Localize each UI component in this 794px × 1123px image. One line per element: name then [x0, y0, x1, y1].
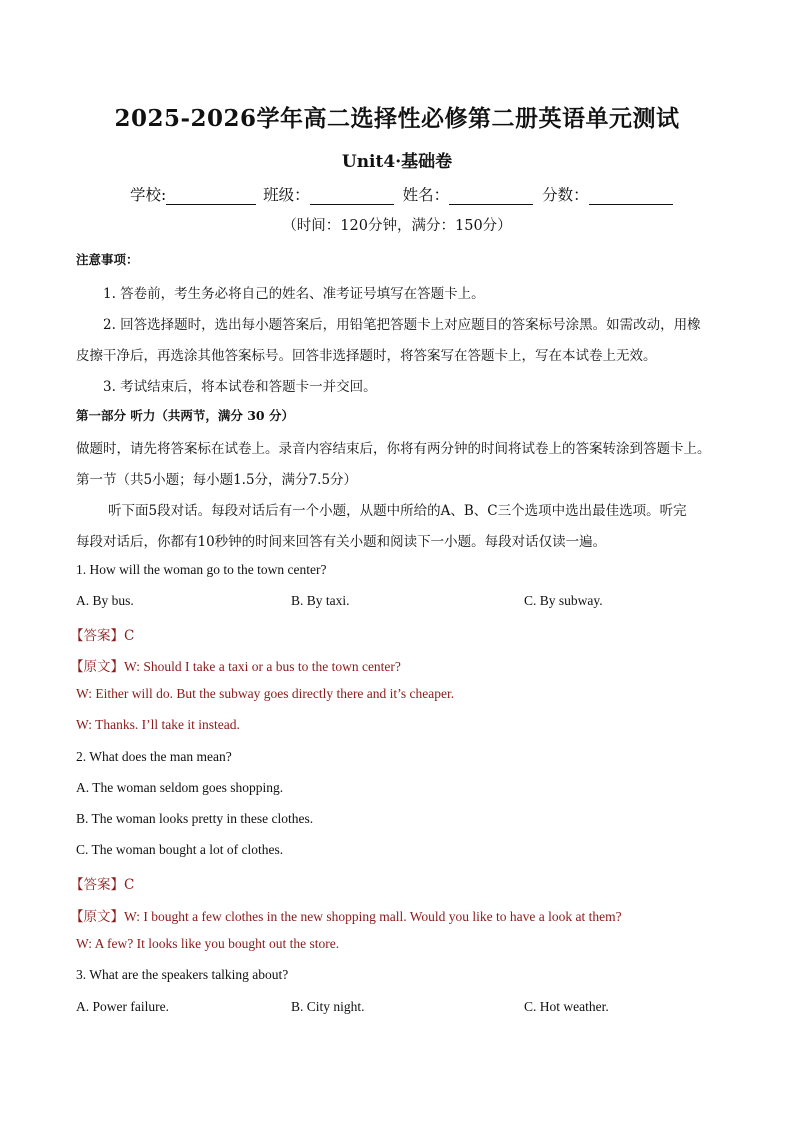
notice-item-2-line-1: 2. 回答选择题时，选出每小题答案后，用铅笔把答题卡上对应题目的答案标号涂黑。如需改动，用橡: [103, 317, 701, 333]
notice-heading: 注意事项：: [76, 252, 139, 267]
script-label: 【原文】: [70, 909, 124, 925]
question-2-option-c: C. The woman bought a lot of clothes.: [76, 842, 284, 857]
name-blank: [449, 186, 533, 205]
question-1-option-b: B. By taxi.: [291, 593, 350, 608]
page-subtitle: Unit4·基础卷: [341, 152, 453, 172]
class-blank: [310, 186, 394, 205]
question-2-script-line-1: [70, 905, 622, 925]
score-label: 分数：: [542, 186, 589, 204]
question-2-answer: 【答案】C: [70, 877, 135, 893]
question-2-option-b: B. The woman looks pretty in these clothes.: [76, 811, 314, 826]
section-1-heading: 第一部分 听力（共两节，满分 30 分）: [76, 408, 294, 423]
class-label: 班级：: [263, 186, 310, 204]
notice-item-2-line-2: 皮擦干净后，再选涂其他答案标号。回答非选择题时，将答案写在答题卡上，写在本试卷上无效。: [76, 348, 657, 364]
question-3-option-c: C. Hot weather.: [524, 999, 609, 1014]
exam-time-info: （时间：120分钟，满分：150分）: [282, 218, 512, 234]
name-label: 姓名：: [402, 186, 450, 204]
question-1-stem: 1. How will the woman go to the town center?: [76, 562, 327, 577]
script-text: W: Should I take a taxi or a bus to the town center?: [124, 659, 401, 674]
part-1-intro-line-2: 每段对话后，你都有10秒钟的时间来回答有关小题和阅读下一小题。每段对话仅读一遍。: [76, 534, 607, 550]
question-1-option-a: A. By bus.: [76, 593, 134, 608]
script-label: 【原文】: [70, 659, 124, 675]
score-blank: [589, 186, 673, 205]
part-1-heading: 第一节（共5小题；每小题1.5分，满分7.5分）: [76, 472, 358, 488]
school-blank: [166, 186, 256, 205]
question-1-script-line-1: [70, 655, 401, 675]
script-text: W: I bought a few clothes in the new shopping mall. Would you like to have a look at them?: [124, 909, 622, 924]
question-3-stem: 3. What are the speakers talking about?: [76, 967, 289, 982]
question-3-option-a: A. Power failure.: [76, 999, 169, 1014]
part-1-intro-line-1: 听下面5段对话。每段对话后有一个小题，从题中所给的A、B、C三个选项中选出最佳选项。听完: [108, 503, 687, 519]
question-2-script-line-2: W: A few? It looks like you bought out the store.: [76, 936, 340, 951]
page-title: 2025-2026学年高二选择性必修第二册英语单元测试: [114, 105, 680, 132]
school-label: 学校:: [130, 186, 167, 204]
notice-item-3: 3. 考试结束后，将本试卷和答题卡一并交回。: [103, 379, 377, 395]
question-1-answer: 【答案】C: [70, 628, 135, 644]
question-3-option-b: B. City night.: [291, 999, 365, 1014]
student-info-row: [130, 183, 673, 205]
question-1-script-line-2: W: Either will do. But the subway goes directly there and it’s cheaper.: [76, 686, 455, 701]
question-1-option-c: C. By subway.: [524, 593, 603, 608]
question-1-script-line-3: W: Thanks. I’ll take it instead.: [76, 717, 240, 732]
section-1-instruction: 做题时，请先将答案标在试卷上。录音内容结束后，你将有两分钟的时间将试卷上的答案转涂到答题卡上。: [76, 441, 711, 457]
question-2-stem: 2. What does the man mean?: [76, 749, 232, 764]
question-2-option-a: A. The woman seldom goes shopping.: [76, 780, 284, 795]
notice-item-1: 1. 答卷前，考生务必将自己的姓名、准考证号填写在答题卡上。: [103, 286, 485, 302]
